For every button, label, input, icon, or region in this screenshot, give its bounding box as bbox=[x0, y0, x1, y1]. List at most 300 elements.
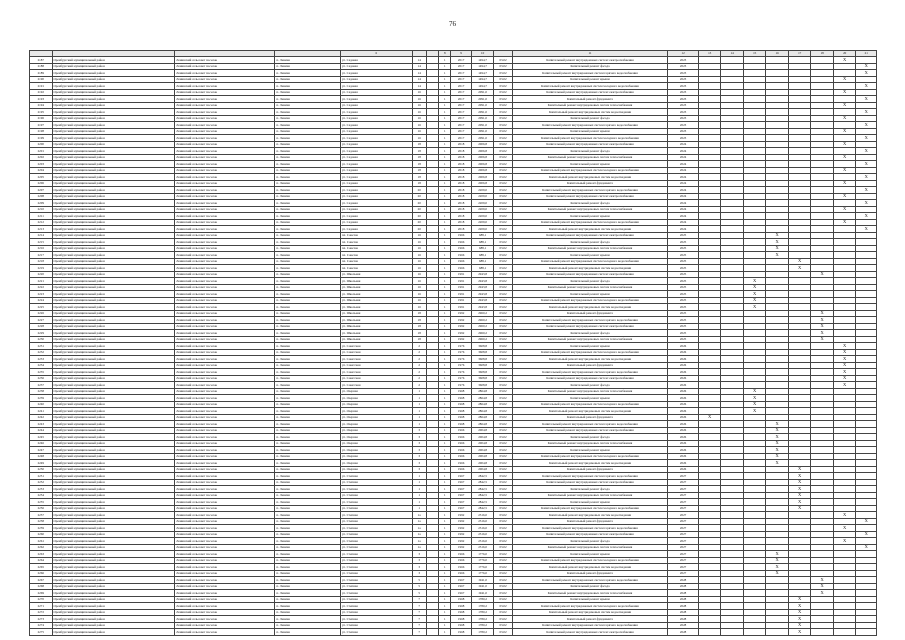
table-cell: 2192 bbox=[30, 89, 53, 96]
table-cell: 03.02 bbox=[494, 213, 512, 220]
table-cell: X bbox=[856, 161, 877, 168]
table-cell: 18 bbox=[412, 180, 426, 187]
table-cell: Оренбургский муниципальный район bbox=[52, 486, 175, 493]
table-cell: Оренбургский муниципальный район bbox=[52, 570, 175, 577]
table-cell: 1968 bbox=[451, 609, 471, 616]
table-cell: 03.02 bbox=[494, 122, 512, 129]
table-cell: 1 bbox=[439, 219, 451, 226]
table-cell: Оренбургский муниципальный район bbox=[52, 609, 175, 616]
table-cell: 7 bbox=[412, 629, 426, 636]
table-cell: 2025 bbox=[668, 245, 699, 252]
table-cell: Ленинский сельсовет поселок bbox=[175, 375, 275, 382]
table-cell: ул. Степная bbox=[340, 557, 412, 564]
table-cell: Оренбургский муниципальный район bbox=[52, 349, 175, 356]
table-cell: 2272 bbox=[30, 609, 53, 616]
table-cell: 20 bbox=[412, 193, 426, 200]
table-cell: 1 bbox=[439, 362, 451, 369]
table-cell: 1966 bbox=[451, 551, 471, 558]
table-cell: Капитальный ремонт внутридомовых систем теплоснабжения bbox=[512, 336, 667, 343]
table-cell: 16 bbox=[412, 102, 426, 109]
table-cell: 1 bbox=[439, 141, 451, 148]
table-cell: 2259 bbox=[30, 525, 53, 532]
table-cell: п. Ленина bbox=[275, 232, 340, 239]
table-cell: ул. Садовая bbox=[340, 63, 412, 70]
table-cell: 1776,0 bbox=[471, 564, 494, 571]
table-cell: 2242 bbox=[30, 414, 53, 421]
table-cell: 2091,0 bbox=[471, 135, 494, 142]
table-cell: Капитальный ремонт внутридомовых систем водоотведения bbox=[512, 304, 667, 311]
table-cell: 1 bbox=[439, 193, 451, 200]
table-cell: 2255 bbox=[30, 499, 53, 506]
table-cell: ул. Советская bbox=[340, 375, 412, 382]
table-cell: 03.02 bbox=[494, 187, 512, 194]
table-cell: 16 bbox=[412, 109, 426, 116]
table-cell: 03.02 bbox=[494, 440, 512, 447]
table-cell: пл. Советов bbox=[340, 239, 412, 246]
table-cell: 3 bbox=[412, 440, 426, 447]
table-cell: 2026 bbox=[668, 382, 699, 389]
table-cell: X bbox=[766, 239, 789, 246]
table-cell: 1а bbox=[412, 538, 426, 545]
table-cell: ул. Садовая bbox=[340, 102, 412, 109]
table-cell: п. Ленина bbox=[275, 278, 340, 285]
table-cell: 03.02 bbox=[494, 512, 512, 519]
table-cell: Оренбургский муниципальный район bbox=[52, 362, 175, 369]
table-cell: Капитальный ремонт фундамента bbox=[512, 466, 667, 473]
table-cell: 2091,0 bbox=[471, 128, 494, 135]
table-cell: Капитальный ремонт внутридомовых систем электроснабжения bbox=[512, 232, 667, 239]
table-cell: п. Ленина bbox=[275, 473, 340, 480]
table-cell: 2960,2 bbox=[471, 330, 494, 337]
table-cell: Капитальный ремонт внутридомовых систем электроснабжения bbox=[512, 323, 667, 330]
table-cell: 2027 bbox=[668, 518, 699, 525]
table-cell: ул. Школьная bbox=[340, 297, 412, 304]
table-cell: Ленинский сельсовет поселок bbox=[175, 486, 275, 493]
table-cell: Капитальный ремонт внутридомовых систем водоотведения bbox=[512, 408, 667, 415]
table-cell: 03.02 bbox=[494, 304, 512, 311]
table-cell: Оренбургский муниципальный район bbox=[52, 622, 175, 629]
table-cell: 2025 bbox=[668, 271, 699, 278]
table-cell: 2028 bbox=[668, 590, 699, 597]
table-cell: 688,1 bbox=[471, 258, 494, 265]
table-cell: Оренбургский муниципальный район bbox=[52, 83, 175, 90]
table-cell: X bbox=[811, 310, 834, 317]
table-cell: 7 bbox=[412, 616, 426, 623]
table-cell: 1976 bbox=[451, 356, 471, 363]
table-cell: Капитальный ремонт фасада bbox=[512, 434, 667, 441]
table-cell: 14 bbox=[412, 63, 426, 70]
table-cell: 2258 bbox=[30, 518, 53, 525]
table-cell: Оренбургский муниципальный район bbox=[52, 440, 175, 447]
table-cell: Оренбургский муниципальный район bbox=[52, 395, 175, 402]
table-cell: 1966 bbox=[451, 447, 471, 454]
table-cell: 2018 bbox=[451, 141, 471, 148]
table-cell: Ленинский сельсовет поселок bbox=[175, 317, 275, 324]
table-cell: ул. Степная bbox=[340, 564, 412, 571]
table-cell: 1968 bbox=[451, 622, 471, 629]
table-cell: ул. Озерная bbox=[340, 388, 412, 395]
table-cell: Оренбургский муниципальный район bbox=[52, 427, 175, 434]
table-cell: 1967 bbox=[451, 505, 471, 512]
table-cell: п. Ленина bbox=[275, 460, 340, 467]
table-cell: пл. Советов bbox=[340, 252, 412, 259]
table-cell: 03.02 bbox=[494, 226, 512, 233]
table-cell: 18 bbox=[412, 330, 426, 337]
table-cell: X bbox=[833, 512, 856, 519]
table-cell: X bbox=[833, 369, 856, 376]
table-cell: 1 bbox=[412, 492, 426, 499]
table-cell: 3 bbox=[412, 427, 426, 434]
table-cell: Оренбургский муниципальный район bbox=[52, 310, 175, 317]
table-cell: 1941,0 bbox=[471, 590, 494, 597]
table-cell: 1 bbox=[439, 323, 451, 330]
table-cell: Ленинский сельсовет поселок bbox=[175, 258, 275, 265]
table-cell: Оренбургский муниципальный район bbox=[52, 388, 175, 395]
table-cell: Оренбургский муниципальный район bbox=[52, 479, 175, 486]
table-cell: п. Ленина bbox=[275, 161, 340, 168]
table-cell: ул. Озерная bbox=[340, 466, 412, 473]
table-cell: ул. Степная bbox=[340, 577, 412, 584]
table-cell: Ленинский сельсовет поселок bbox=[175, 343, 275, 350]
table-cell: 1 bbox=[439, 434, 451, 441]
table-cell: 1а bbox=[412, 531, 426, 538]
table-cell: 2251 bbox=[30, 473, 53, 480]
table-cell: Ленинский сельсовет поселок bbox=[175, 57, 275, 64]
table-cell: п. Ленина bbox=[275, 544, 340, 551]
table-cell: п. Ленина bbox=[275, 375, 340, 382]
table-cell: 1966 bbox=[451, 258, 471, 265]
table-cell: X bbox=[743, 291, 766, 298]
table-cell: Оренбургский муниципальный район bbox=[52, 154, 175, 161]
table-cell: 2943,8 bbox=[471, 304, 494, 311]
table-cell: Капитальный ремонт фасада bbox=[512, 278, 667, 285]
table-cell: ул. Садовая bbox=[340, 109, 412, 116]
table-cell: Капитальный ремонт внутридомовых систем теплоснабжения bbox=[512, 245, 667, 252]
table-cell: 1967 bbox=[451, 499, 471, 506]
table-cell: 1 bbox=[439, 499, 451, 506]
table-cell: Оренбургский муниципальный район bbox=[52, 297, 175, 304]
table-cell: Ленинский сельсовет поселок bbox=[175, 128, 275, 135]
table-cell: ул. Степная bbox=[340, 616, 412, 623]
table-cell: ул. Садовая bbox=[340, 226, 412, 233]
table-cell: п. Ленина bbox=[275, 252, 340, 259]
table-cell: ул. Озерная bbox=[340, 414, 412, 421]
table-cell: Оренбургский муниципальный район bbox=[52, 70, 175, 77]
table-cell: 2025 bbox=[668, 323, 699, 330]
table-cell: Капитальный ремонт внутридомовых систем холодного водоснабжения bbox=[512, 401, 667, 408]
table-cell: 1 bbox=[439, 128, 451, 135]
table-cell: ул. Степная bbox=[340, 544, 412, 551]
table-cell: 03.02 bbox=[494, 603, 512, 610]
table-cell: Оренбургский муниципальный район bbox=[52, 330, 175, 337]
table-cell: 20 bbox=[412, 200, 426, 207]
table-cell: 2217 bbox=[30, 252, 53, 259]
table-cell: 2 bbox=[412, 382, 426, 389]
table-cell: 2239 bbox=[30, 395, 53, 402]
table-cell: п. Ленина bbox=[275, 310, 340, 317]
table-cell: Ленинский сельсовет поселок bbox=[175, 226, 275, 233]
table-cell: 2004,8 bbox=[471, 453, 494, 460]
table-cell: Оренбургский муниципальный район bbox=[52, 187, 175, 194]
table-cell: 688,1 bbox=[471, 232, 494, 239]
table-cell: 1967 bbox=[451, 583, 471, 590]
table-cell: 03.02 bbox=[494, 252, 512, 259]
table-cell: 03.02 bbox=[494, 401, 512, 408]
table-cell: ул. Степная bbox=[340, 505, 412, 512]
table-cell: X bbox=[833, 538, 856, 545]
table-cell: X bbox=[743, 304, 766, 311]
table-cell: X bbox=[833, 525, 856, 532]
table-cell: Капитальный ремонт крыши bbox=[512, 551, 667, 558]
table-cell: 2023 bbox=[668, 57, 699, 64]
table-cell: 03.02 bbox=[494, 278, 512, 285]
table-cell: Капитальный ремонт крыши bbox=[512, 499, 667, 506]
table-cell: Ленинский сельсовет поселок bbox=[175, 284, 275, 291]
table-cell: 1991 bbox=[451, 291, 471, 298]
table-cell: X bbox=[788, 596, 811, 603]
table-cell: 2023 bbox=[668, 115, 699, 122]
table-cell: 14 bbox=[412, 57, 426, 64]
table-cell: 03.02 bbox=[494, 609, 512, 616]
table-cell: 1 bbox=[439, 258, 451, 265]
table-cell: 2024 bbox=[668, 148, 699, 155]
table-cell: 2241 bbox=[30, 408, 53, 415]
table-cell: 16 bbox=[412, 115, 426, 122]
table-cell: Оренбургский муниципальный район bbox=[52, 531, 175, 538]
table-cell: 2316,0 bbox=[471, 518, 494, 525]
table-cell: 1 bbox=[439, 629, 451, 636]
table-cell: 1991 bbox=[451, 284, 471, 291]
table-cell: 03.02 bbox=[494, 375, 512, 382]
table-cell: 2190 bbox=[30, 76, 53, 83]
table-cell: п. Ленина bbox=[275, 200, 340, 207]
table-cell: 1 bbox=[439, 388, 451, 395]
table-cell: 1967 bbox=[451, 590, 471, 597]
table-cell: 2198 bbox=[30, 128, 53, 135]
table-cell: 2270 bbox=[30, 596, 53, 603]
table-cell: 2027 bbox=[668, 512, 699, 519]
table-cell: ул. Школьная bbox=[340, 278, 412, 285]
table-cell: п. Ленина bbox=[275, 421, 340, 428]
table-cell: 2006,8 bbox=[471, 180, 494, 187]
table-cell: п. Ленина bbox=[275, 83, 340, 90]
table-cell: 2240 bbox=[30, 401, 53, 408]
table-cell: Ленинский сельсовет поселок bbox=[175, 577, 275, 584]
table-cell: X bbox=[833, 356, 856, 363]
table-cell: 1 bbox=[439, 174, 451, 181]
table-cell: 2187 bbox=[30, 57, 53, 64]
table-cell: п. Ленина bbox=[275, 362, 340, 369]
table-cell: Капитальный ремонт фундамента bbox=[512, 518, 667, 525]
table-cell: 2024 bbox=[668, 193, 699, 200]
table-cell: 1 bbox=[439, 63, 451, 70]
table-cell: 2238 bbox=[30, 388, 53, 395]
table-cell: 03.02 bbox=[494, 434, 512, 441]
table-cell: 1966 bbox=[451, 434, 471, 441]
table-cell: 1 bbox=[439, 505, 451, 512]
table-cell: Капитальный ремонт фасада bbox=[512, 382, 667, 389]
table-cell: Капитальный ремонт фундамента bbox=[512, 362, 667, 369]
table-cell: X bbox=[788, 616, 811, 623]
table-cell: 2223 bbox=[30, 291, 53, 298]
table-cell: 2025 bbox=[668, 291, 699, 298]
table-cell: 2253 bbox=[30, 486, 53, 493]
table-cell: 1 bbox=[439, 544, 451, 551]
table-cell: 2026 bbox=[668, 460, 699, 467]
table-cell: 1992 bbox=[451, 531, 471, 538]
table-cell: ул. Садовая bbox=[340, 76, 412, 83]
table-cell: 1 bbox=[439, 466, 451, 473]
table-cell: Оренбургский муниципальный район bbox=[52, 193, 175, 200]
table-cell: Ленинский сельсовет поселок bbox=[175, 382, 275, 389]
table-cell: Оренбургский муниципальный район bbox=[52, 258, 175, 265]
table-cell: X bbox=[856, 148, 877, 155]
table-cell: Оренбургский муниципальный район bbox=[52, 96, 175, 103]
table-cell: 2196 bbox=[30, 115, 53, 122]
table-cell: Ленинский сельсовет поселок bbox=[175, 401, 275, 408]
table-cell: 16 bbox=[412, 122, 426, 129]
table-cell: 1 bbox=[439, 135, 451, 142]
table-cell: ул. Садовая bbox=[340, 122, 412, 129]
table-cell: п. Ленина bbox=[275, 141, 340, 148]
data-table-wrapper bbox=[29, 50, 877, 636]
table-cell: 2028 bbox=[668, 577, 699, 584]
table-cell: 1968 bbox=[451, 414, 471, 421]
table-cell: 2188 bbox=[30, 63, 53, 70]
table-cell: 2864,8 bbox=[471, 414, 494, 421]
table-cell: 2017 bbox=[451, 57, 471, 64]
table-cell: 2842,5 bbox=[471, 473, 494, 480]
table-cell: 2027 bbox=[668, 570, 699, 577]
table-cell: Капитальный ремонт крыши bbox=[512, 291, 667, 298]
table-cell: 1 bbox=[439, 245, 451, 252]
table-cell: 2017 bbox=[451, 76, 471, 83]
table-cell: 2224 bbox=[30, 297, 53, 304]
table-cell: ул. Садовая bbox=[340, 115, 412, 122]
table-cell: Ленинский сельсовет поселок bbox=[175, 336, 275, 343]
table-cell: 03.02 bbox=[494, 336, 512, 343]
table-cell: 2023 bbox=[668, 83, 699, 90]
table-cell: 1 bbox=[439, 590, 451, 597]
table-cell: 2091,0 bbox=[471, 115, 494, 122]
table-cell: 2026 bbox=[668, 362, 699, 369]
table-cell: 1968 bbox=[451, 401, 471, 408]
table-cell: 1 bbox=[439, 161, 451, 168]
table-cell: 2025 bbox=[668, 336, 699, 343]
table-cell: ул. Садовая bbox=[340, 128, 412, 135]
table-cell: Капитальный ремонт фасада bbox=[512, 115, 667, 122]
table-cell: X bbox=[788, 492, 811, 499]
table-cell: п. Ленина bbox=[275, 89, 340, 96]
table-cell: ул. Степная bbox=[340, 525, 412, 532]
table-cell: ул. Школьная bbox=[340, 271, 412, 278]
table-cell: 1 bbox=[439, 330, 451, 337]
table-cell bbox=[426, 629, 438, 636]
table-cell: 2864,8 bbox=[471, 401, 494, 408]
table-cell: Ленинский сельсовет поселок bbox=[175, 206, 275, 213]
table-cell: Капитальный ремонт внутридомовых систем теплоснабжения bbox=[512, 284, 667, 291]
table-cell: 2025 bbox=[668, 330, 699, 337]
table-cell: 1 bbox=[439, 297, 451, 304]
table-cell: X bbox=[788, 486, 811, 493]
table-cell: X bbox=[766, 564, 789, 571]
table-cell: Ленинский сельсовет поселок bbox=[175, 583, 275, 590]
table-cell: 2024 bbox=[668, 219, 699, 226]
table-cell: Ленинский сельсовет поселок bbox=[175, 492, 275, 499]
table-cell: п. Ленина bbox=[275, 180, 340, 187]
table-cell: Капитальный ремонт фасада bbox=[512, 583, 667, 590]
table-cell: 2229 bbox=[30, 330, 53, 337]
table-cell: Ленинский сельсовет поселок bbox=[175, 479, 275, 486]
table-cell: Капитальный ремонт фасада bbox=[512, 239, 667, 246]
table-cell: 2018 bbox=[451, 219, 471, 226]
table-cell: 2219 bbox=[30, 265, 53, 272]
table-cell: ул. Степная bbox=[340, 570, 412, 577]
table-cell: 03.02 bbox=[494, 128, 512, 135]
table-cell: 1 bbox=[412, 388, 426, 395]
table-cell: 1991 bbox=[451, 297, 471, 304]
table-cell: 03.02 bbox=[494, 239, 512, 246]
table-cell: 2236 bbox=[30, 375, 53, 382]
table-cell: 2017 bbox=[451, 96, 471, 103]
table-cell: X bbox=[788, 603, 811, 610]
header-cell: 15 bbox=[743, 51, 766, 57]
table-cell: 03.02 bbox=[494, 486, 512, 493]
table-cell: Оренбургский муниципальный район bbox=[52, 629, 175, 636]
table-cell: п. Ленина bbox=[275, 466, 340, 473]
table-cell: 1966 bbox=[451, 466, 471, 473]
table-cell: п. Ленина bbox=[275, 258, 340, 265]
table-cell: 2206 bbox=[30, 180, 53, 187]
table-cell: п. Ленина bbox=[275, 297, 340, 304]
table-cell: 1968 bbox=[451, 596, 471, 603]
table-cell: 2017 bbox=[451, 89, 471, 96]
table-cell: 1968 bbox=[451, 603, 471, 610]
table-cell: ул. Советская bbox=[340, 369, 412, 376]
table-cell: п. Ленина bbox=[275, 135, 340, 142]
table-cell: Ленинский сельсовет поселок bbox=[175, 570, 275, 577]
table-cell: 2017 bbox=[451, 109, 471, 116]
table-cell: п. Ленина bbox=[275, 609, 340, 616]
table-cell: Капитальный ремонт внутридомовых систем водоотведения bbox=[512, 460, 667, 467]
table-cell: 1 bbox=[439, 473, 451, 480]
table-cell: 2 bbox=[412, 369, 426, 376]
table-cell: 1992 bbox=[451, 518, 471, 525]
table-cell: Оренбургский муниципальный район bbox=[52, 596, 175, 603]
table-cell: пл. Советов bbox=[340, 258, 412, 265]
table-cell: 2027 bbox=[668, 551, 699, 558]
table-cell: Капитальный ремонт крыши bbox=[512, 343, 667, 350]
table-cell: Оренбургский муниципальный район bbox=[52, 518, 175, 525]
table-cell: 2018 bbox=[451, 213, 471, 220]
table-cell: 2209,0 bbox=[471, 193, 494, 200]
table-cell: 1 bbox=[439, 518, 451, 525]
table-cell: 1 bbox=[439, 102, 451, 109]
table-cell: 2204 bbox=[30, 167, 53, 174]
table-cell: Ленинский сельсовет поселок bbox=[175, 115, 275, 122]
table-cell: 2199 bbox=[30, 135, 53, 142]
table-cell: 2027 bbox=[668, 492, 699, 499]
table-cell: 1 bbox=[439, 557, 451, 564]
table-cell: 1 bbox=[439, 551, 451, 558]
table-cell: 2017 bbox=[451, 122, 471, 129]
table-cell: 1 bbox=[412, 499, 426, 506]
table-cell: пл. Советов bbox=[340, 232, 412, 239]
table-cell: Капитальный ремонт фасада bbox=[512, 486, 667, 493]
table-cell: 03.02 bbox=[494, 447, 512, 454]
table-cell: Капитальный ремонт внутридомовых систем холодного водоснабжения bbox=[512, 349, 667, 356]
table-cell: 16 bbox=[412, 291, 426, 298]
